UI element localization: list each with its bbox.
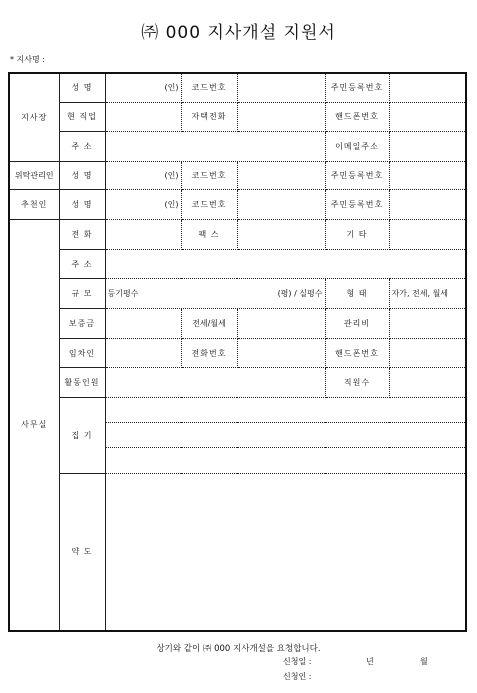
office-fax-field[interactable] — [237, 219, 325, 249]
head-name-label: 성 명 — [59, 73, 105, 102]
trustee-group-label: 위탁관리인 — [9, 161, 59, 189]
branch-head-group-label: 지사장 — [9, 73, 59, 161]
office-active-staff-label: 활동인원 — [59, 368, 105, 397]
office-other-field[interactable] — [389, 219, 466, 249]
applicant-label: 신청인 : — [283, 672, 312, 681]
trustee-name-label: 성 명 — [59, 161, 105, 189]
office-lessor-label: 임차인 — [59, 339, 105, 368]
office-deposit-field[interactable] — [105, 309, 181, 339]
request-statement: 상기와 같이 ㈜ 000 지사개설을 요청합니다. — [156, 644, 321, 654]
office-deposit-label: 보증금 — [59, 309, 105, 339]
seal-mark: (인) — [164, 170, 179, 180]
trustee-resident-label: 주민등록번호 — [325, 161, 389, 189]
office-type-label: 형 태 — [325, 279, 389, 309]
head-email-field[interactable] — [389, 131, 466, 161]
recommender-group-label: 추천인 — [9, 189, 59, 219]
office-address-label: 주 소 — [59, 250, 105, 279]
office-type-options[interactable]: 자가, 전세, 월세 — [389, 279, 466, 309]
registered-area-label: 등기평수 — [107, 289, 139, 299]
head-address-field[interactable] — [105, 131, 325, 161]
head-job-label: 현 직업 — [59, 102, 105, 131]
head-code-label: 코드번호 — [181, 73, 237, 102]
office-phone-field[interactable] — [105, 219, 181, 249]
trustee-code-field[interactable] — [237, 161, 325, 189]
seal-mark: (인) — [164, 83, 179, 93]
application-form-table — [8, 72, 467, 632]
application-date-label: 신청일 : — [283, 657, 312, 666]
form-title: ㈜ 000 지사개설 지원서 — [141, 23, 336, 43]
office-mgmt-fee-label: 관리비 — [325, 309, 389, 339]
office-address-field[interactable] — [105, 250, 466, 279]
month-label: 월 — [420, 657, 428, 666]
recommender-code-field[interactable] — [237, 189, 325, 219]
office-map-area[interactable] — [105, 473, 466, 631]
office-phone-label: 전 화 — [59, 219, 105, 249]
office-mgmt-fee-field[interactable] — [389, 309, 466, 339]
office-phone-no-field[interactable] — [237, 339, 325, 368]
office-staff-count-field[interactable] — [389, 368, 466, 397]
office-scale-label: 규 모 — [59, 279, 105, 309]
office-group-label: 사무실 — [9, 219, 59, 631]
head-resident-label: 주민등록번호 — [325, 73, 389, 102]
trustee-code-label: 코드번호 — [181, 161, 237, 189]
recommender-code-label: 코드번호 — [181, 189, 237, 219]
branch-name-label: * 지사명 : — [10, 55, 45, 64]
head-mobile-label: 핸드폰번호 — [325, 102, 389, 131]
head-resident-field[interactable] — [389, 73, 466, 102]
seal-mark: (인) — [164, 199, 179, 209]
office-lessor-field[interactable] — [105, 339, 181, 368]
office-other-label: 기 타 — [325, 219, 389, 249]
head-address-label: 주 소 — [59, 131, 105, 161]
office-active-staff-field[interactable] — [105, 368, 325, 397]
office-scale-field[interactable] — [105, 279, 325, 309]
area-unit-label: (평) / 실평수 — [277, 289, 323, 299]
fixtures-line-3[interactable] — [105, 447, 466, 473]
head-code-field[interactable] — [237, 73, 325, 102]
year-label: 년 — [366, 657, 374, 666]
office-mobile-label: 핸드폰번호 — [325, 339, 389, 368]
recommender-resident-field[interactable] — [389, 189, 466, 219]
head-job-field[interactable] — [105, 102, 181, 131]
fixtures-line-2[interactable] — [105, 422, 466, 447]
head-home-phone-label: 자택전화 — [181, 102, 237, 131]
office-lease-type-label: 전세/월세 — [181, 309, 237, 339]
fixtures-line-1[interactable] — [105, 397, 466, 422]
head-email-label: 이메일주소 — [325, 131, 389, 161]
office-map-label: 약 도 — [59, 473, 105, 631]
trustee-resident-field[interactable] — [389, 161, 466, 189]
office-staff-count-label: 직원수 — [325, 368, 389, 397]
office-lease-type-field[interactable] — [237, 309, 325, 339]
office-phone-no-label: 전화번호 — [181, 339, 237, 368]
recommender-resident-label: 주민등록번호 — [325, 189, 389, 219]
office-fax-label: 팩 스 — [181, 219, 237, 249]
office-fixtures-label: 집 기 — [59, 397, 105, 473]
head-mobile-field[interactable] — [389, 102, 466, 131]
recommender-name-field[interactable] — [105, 189, 181, 219]
head-home-phone-field[interactable] — [237, 102, 325, 131]
recommender-name-label: 성 명 — [59, 189, 105, 219]
office-mobile-field[interactable] — [389, 339, 466, 368]
head-name-field[interactable] — [105, 73, 181, 102]
trustee-name-field[interactable] — [105, 161, 181, 189]
